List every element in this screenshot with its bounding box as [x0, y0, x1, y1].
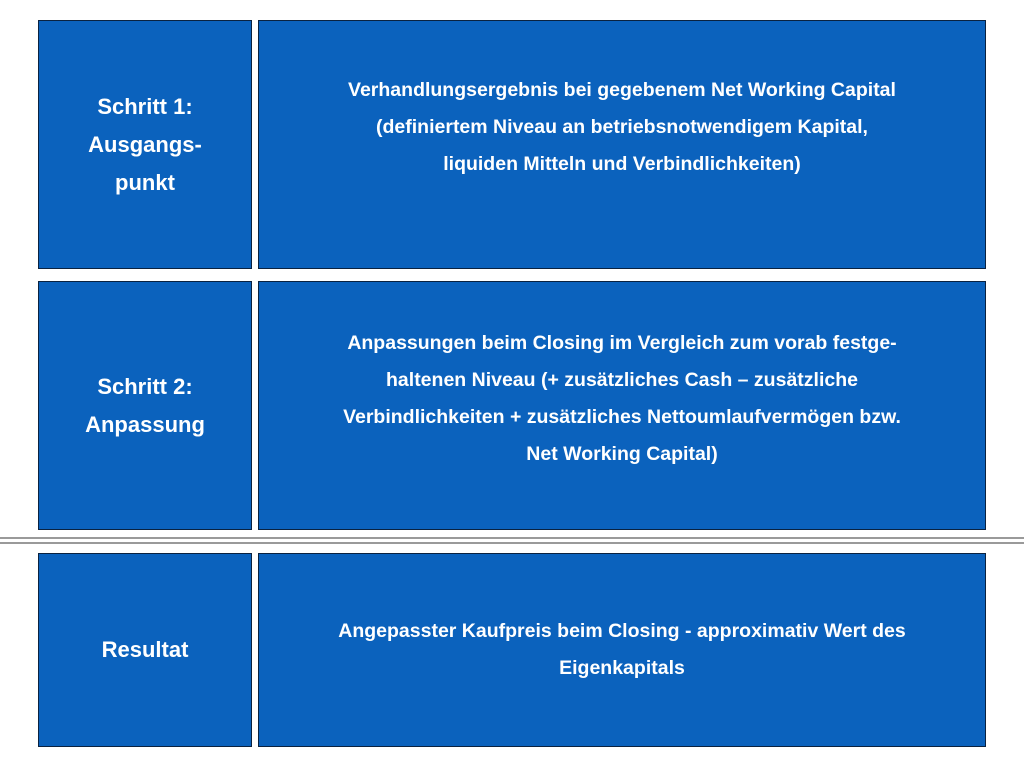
- step-2-label-line-2: Anpassung: [85, 411, 205, 437]
- step-1-description-line-1: Verhandlungsergebnis bei gegebenem Net Working Capital: [348, 79, 896, 101]
- step-2-description-line-3: Verbindlichkeiten + zusätzliches Nettoumlaufvermögen bzw.: [343, 405, 901, 428]
- result-description-line-2: Eigenkapitals: [559, 657, 685, 679]
- step-1-label-line-2: Ausgangs-: [88, 131, 202, 157]
- step-2-description-box: [258, 281, 986, 530]
- result-divider-line-top: [0, 537, 1024, 539]
- step-2-description-line-2: haltenen Niveau (+ zusätzliches Cash – zusätzliche: [386, 368, 858, 391]
- result-label-box: [38, 553, 252, 747]
- result-label: Resultat: [101, 637, 189, 662]
- step-1-label-box: [38, 20, 252, 269]
- result-description-line-1: Angepasster Kaufpreis beim Closing - approximativ Wert des: [338, 620, 906, 642]
- result-divider-line-bottom: [0, 542, 1024, 544]
- step-2-row: [38, 281, 986, 530]
- step-2-description-line-4: Net Working Capital): [526, 442, 718, 465]
- step-1-row: [38, 20, 986, 269]
- step-2-label-box: [38, 281, 252, 530]
- step-1-label-line-1: Schritt 1:: [97, 93, 193, 119]
- step-2-label-line-1: Schritt 2:: [97, 373, 193, 399]
- step-1-description-line-3: liquiden Mitteln und Verbindlichkeiten): [443, 153, 801, 175]
- step-2-description-line-1: Anpassungen beim Closing im Vergleich zum vorab festge-: [347, 331, 897, 354]
- result-description-box: [258, 553, 986, 747]
- step-1-description-box: [258, 20, 986, 269]
- step-1-label-line-3: punkt: [115, 169, 175, 195]
- step-1-description-line-2: (definiertem Niveau an betriebsnotwendigem Kapital,: [376, 116, 868, 138]
- result-row: [38, 553, 986, 747]
